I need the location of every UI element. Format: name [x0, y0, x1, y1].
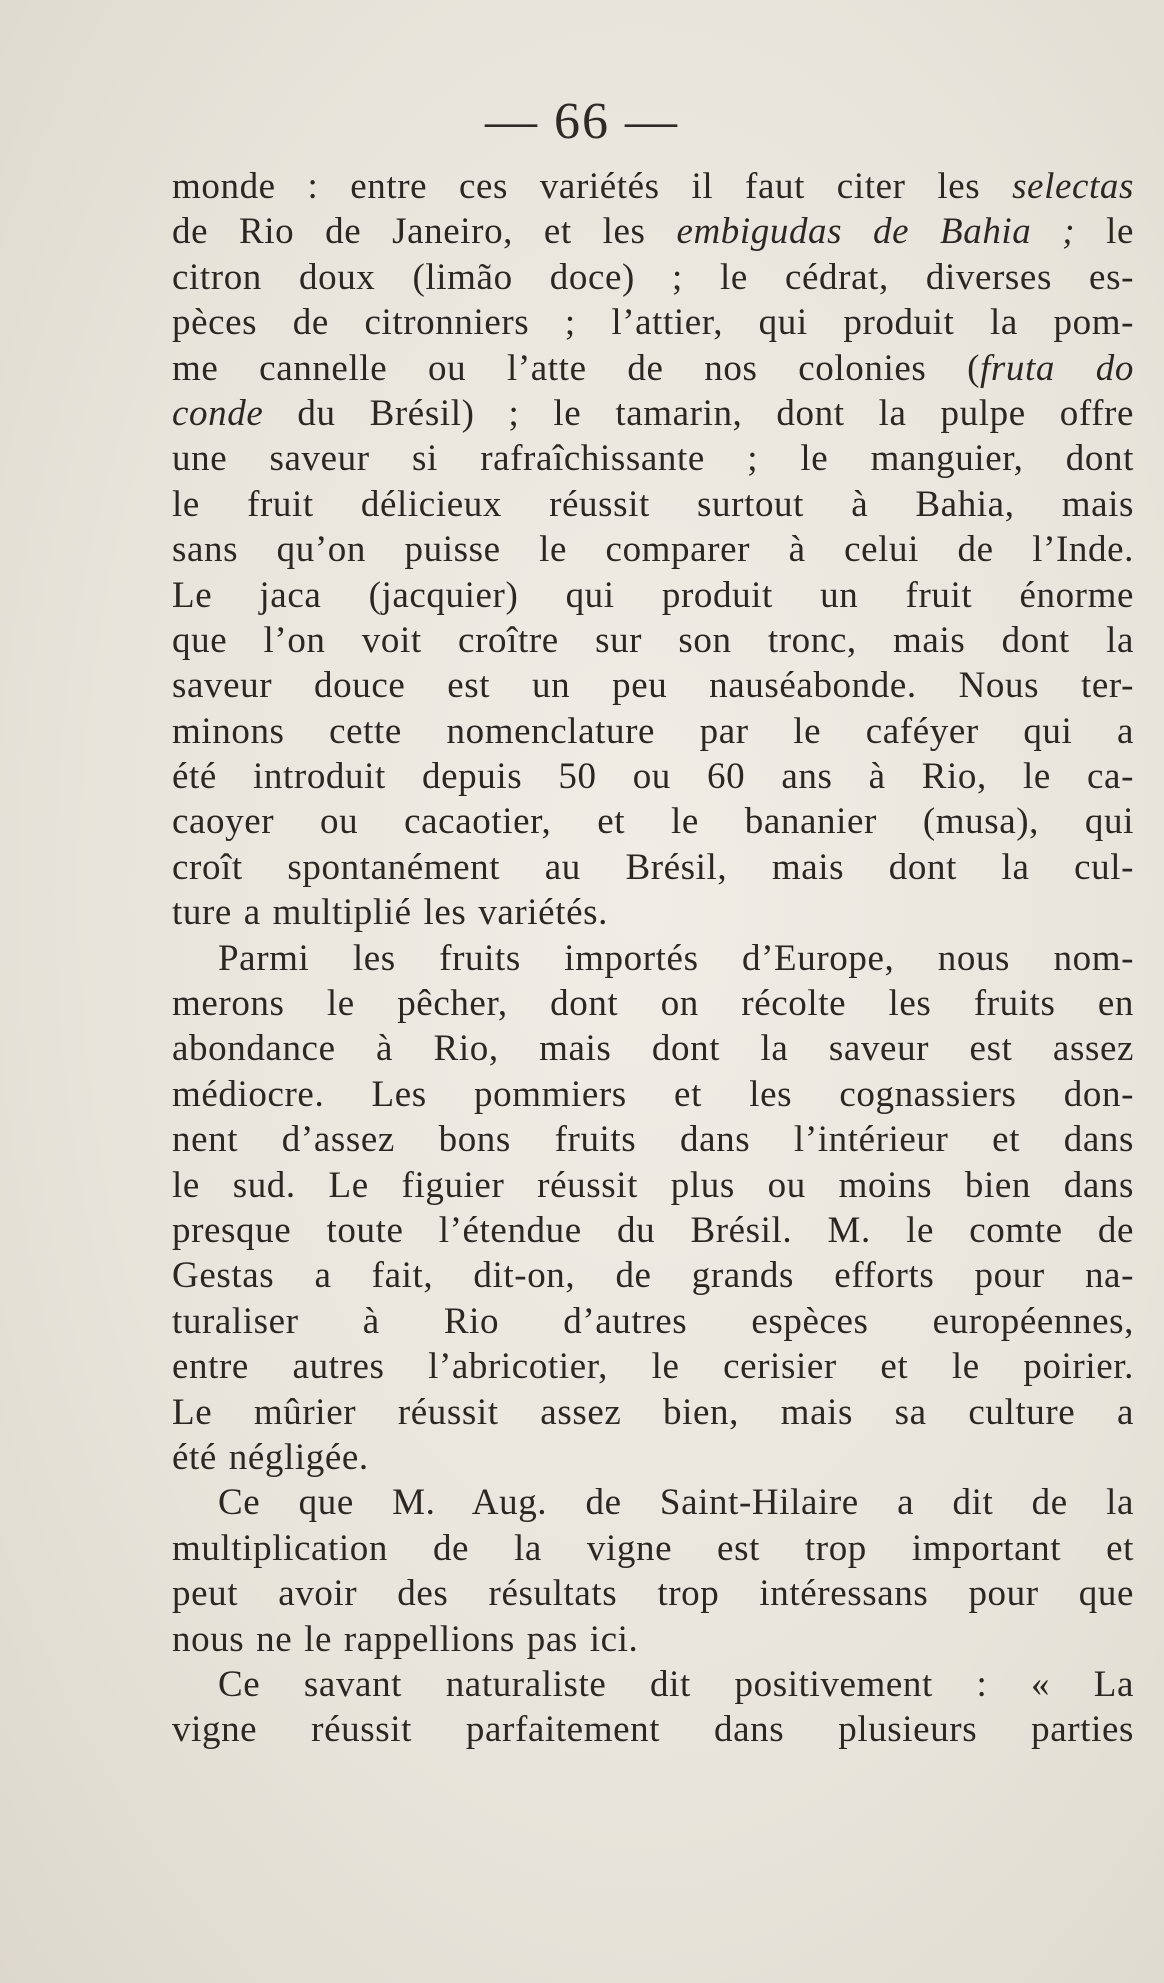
- text-line: [172, 1435, 1134, 1480]
- text-segment: Ce que M. Aug. de Saint-Hilaire a dit de la: [218, 1482, 1134, 1524]
- body-text: [172, 164, 1134, 1753]
- text-segment: Le mûrier réussit assez bien, mais sa culture a: [172, 1391, 1134, 1433]
- text-segment: le: [1075, 211, 1134, 253]
- text-segment: multiplication de la vigne est trop important et: [172, 1527, 1134, 1569]
- text-line: [172, 618, 1134, 663]
- text-line: [172, 709, 1134, 754]
- text-segment: Le jaca (jacquier) qui produit un fruit énorme: [172, 574, 1134, 616]
- text-line: [172, 1526, 1134, 1571]
- text-segment: Gestas a fait, dit-on, de grands efforts pour na-: [172, 1255, 1134, 1297]
- text-line: [172, 981, 1134, 1026]
- italic-text: fruta do: [980, 347, 1134, 389]
- text-line: [172, 300, 1134, 345]
- text-line: [172, 1662, 1134, 1707]
- text-line: [172, 890, 1134, 935]
- text-segment: minons cette nomenclature par le caféyer qui a: [172, 710, 1134, 752]
- text-line: [172, 799, 1134, 844]
- text-line: [172, 209, 1134, 254]
- text-line: [172, 1026, 1134, 1071]
- text-line: [172, 1571, 1134, 1616]
- text-segment: nous ne le rappellions pas ici.: [172, 1618, 639, 1660]
- text-segment: saveur douce est un peu nauséabonde. Nous ter-: [172, 665, 1134, 707]
- text-segment: merons le pêcher, dont on récolte les fruits en: [172, 983, 1134, 1025]
- text-segment: été négligée.: [172, 1436, 369, 1478]
- italic-text: embigudas de Bahia ;: [676, 211, 1076, 253]
- text-segment: entre autres l’abricotier, le cerisier et le poirier.: [172, 1346, 1134, 1388]
- text-line: [172, 1072, 1134, 1117]
- text-line: [172, 1117, 1134, 1162]
- text-segment: une saveur si rafraîchissante ; le manguier, dont: [172, 438, 1134, 480]
- text-segment: du Brésil) ; le tamarin, dont la pulpe offre: [263, 392, 1134, 434]
- text-line: [172, 1617, 1134, 1662]
- text-line: [172, 936, 1134, 981]
- text-line: [172, 1208, 1134, 1253]
- page-number: — 66 —: [485, 93, 679, 150]
- text-line: [172, 391, 1134, 436]
- text-line: [172, 436, 1134, 481]
- italic-text: conde: [172, 392, 264, 434]
- text-segment: que l’on voit croître sur son tronc, mais dont la: [172, 619, 1134, 661]
- text-segment: été introduit depuis 50 ou 60 ans à Rio, le ca-: [172, 756, 1134, 798]
- text-segment: Parmi les fruits importés d’Europe, nous nom-: [218, 937, 1134, 979]
- text-line: [172, 1344, 1134, 1389]
- text-line: [172, 482, 1134, 527]
- text-segment: médiocre. Les pommiers et les cognassiers don-: [172, 1073, 1134, 1115]
- text-line: [172, 1253, 1134, 1298]
- text-line: [172, 754, 1134, 799]
- text-segment: abondance à Rio, mais dont la saveur est assez: [172, 1028, 1134, 1070]
- text-segment: monde : entre ces variétés il faut citer les: [172, 166, 1013, 207]
- italic-text: selectas: [1012, 166, 1134, 207]
- text-segment: le sud. Le figuier réussit plus ou moins bien dans: [172, 1164, 1134, 1206]
- text-line: [172, 573, 1134, 618]
- text-segment: nent d’assez bons fruits dans l’intérieur et dans: [172, 1119, 1134, 1161]
- text-segment: ture a multiplié les variétés.: [172, 892, 608, 934]
- text-segment: citron doux (limão doce) ; le cédrat, diverses es-: [172, 256, 1134, 298]
- text-segment: sans qu’on puisse le comparer à celui de l’Inde.: [172, 529, 1134, 571]
- text-segment: pèces de citronniers ; l’attier, qui produit la pom-: [172, 302, 1134, 344]
- text-segment: vigne réussit parfaitement dans plusieurs parties: [172, 1709, 1134, 1751]
- text-line: [172, 1707, 1134, 1752]
- text-line: [172, 1299, 1134, 1344]
- text-segment: peut avoir des résultats trop intéressans pour que: [172, 1573, 1134, 1615]
- text-segment: Ce savant naturaliste dit positivement : « La: [218, 1663, 1134, 1705]
- text-line: [172, 255, 1134, 300]
- text-line: [172, 164, 1134, 209]
- text-line: [172, 346, 1134, 391]
- text-segment: de Rio de Janeiro, et les: [172, 211, 677, 253]
- text-line: [172, 1480, 1134, 1525]
- text-line: [172, 527, 1134, 572]
- text-segment: presque toute l’étendue du Brésil. M. le comte de: [172, 1209, 1134, 1251]
- text-segment: croît spontanément au Brésil, mais dont la cul-: [172, 846, 1134, 888]
- text-segment: caoyer ou cacaotier, et le bananier (musa), qui: [172, 801, 1134, 843]
- text-line: [172, 1390, 1134, 1435]
- text-line: [172, 663, 1134, 708]
- text-segment: me cannelle ou l’atte de nos colonies (: [172, 347, 981, 389]
- text-segment: turaliser à Rio d’autres espèces européennes,: [172, 1300, 1134, 1342]
- text-line: [172, 845, 1134, 890]
- text-segment: le fruit délicieux réussit surtout à Bahia, mais: [172, 483, 1134, 525]
- text-line: [172, 1163, 1134, 1208]
